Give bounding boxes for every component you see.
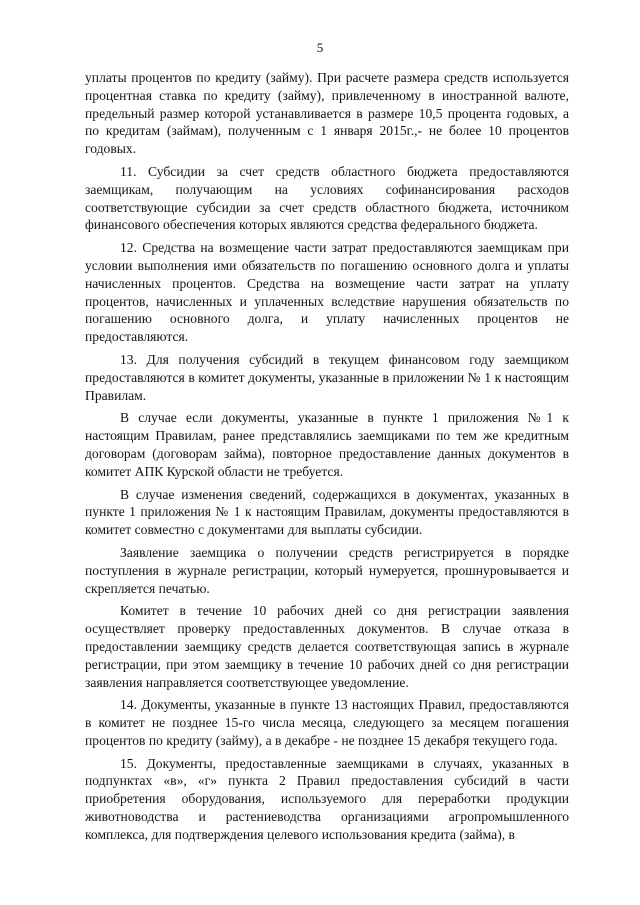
paragraph-15: 15. Документы, предоставленные заемщиками в случаях, указанных в подпунктах «в», «г» пункта 2 Правил предоставления субсидий в части приобретения оборудования, используемого для переработки продукции животноводства и растениеводства организациями агропромышленного комплекса, для подтверждения целевого использования кредита (займа), в bbox=[85, 755, 569, 842]
paragraph-13-registration: Заявление заемщика о получении средств регистрируется в порядке поступления в журнале регистрации, который нумеруется, прошнуровывается и скрепляется печатью. bbox=[85, 544, 569, 596]
paragraph-13: 13. Для получения субсидий в текущем финансовом году заемщиком предоставляются в комитет документы, указанные в приложении № 1 к настоящим Правилам. bbox=[85, 351, 569, 403]
paragraph-continuation: уплаты процентов по кредиту (займу). При расчете размера средств используется процентная ставка по кредиту (займу), привлеченному в иностранной валюте, предельный размер которой устанавливается в размере 10,5 процента годовых, а по кредитам (займам), полученным с 1 января 2015г.,- не более 10 процентов годовых. bbox=[85, 70, 569, 157]
paragraph-13-changes: В случае изменения сведений, содержащихся в документах, указанных в пункте 1 приложения № 1 к настоящим Правилам, документы предоставляются в комитет совместно с документами для выплаты субсидии. bbox=[85, 486, 569, 538]
paragraph-13-review: Комитет в течение 10 рабочих дней со дня регистрации заявления осуществляет проверку предоставленных документов. В случае отказа в предоставлении заемщику средств делается соответствующая запись в журнале регистрации, при этом заемщику в течение 10 рабочих дней со дня регистрации заявления направляется соответствующее уведомление. bbox=[85, 603, 569, 690]
paragraph-14: 14. Документы, указанные в пункте 13 настоящих Правил, предоставляются в комитет не позднее 15-го числа месяца, следующего за месяцем погашения процентов по кредиту (займу), а в декабре - не позднее 15 декабря текущего года. bbox=[85, 697, 569, 748]
page-number: 5 bbox=[316, 40, 324, 55]
paragraph-13-repeat-docs: В случае если документы, указанные в пункте 1 приложения №1 к настоящим Правилам, ранее представлялись заемщиками по тем же кредитным договорам (договорам займа), повторное предоставление данных документов в комитет АПК Курской области не требуется. bbox=[85, 410, 569, 479]
paragraph-11: 11. Субсидии за счет средств областного бюджета предоставляются заемщикам, получающим на условиях софинансирования расходов соответствующие субсидии за счет средств областного бюджета, источником финансового обеспечения которых являются средства федерального бюджета. bbox=[85, 163, 569, 233]
document-body bbox=[85, 69, 569, 849]
paragraph-12: 12. Средства на возмещение части затрат предоставляются заемщикам при условии выполнения ими обязательств по погашению основного долга и уплаты начисленных процентов. Средства на возмещение части затрат на уплату процентов, начисленных и уплаченных вследствие нарушения обязательств по погашению основного долга, и уплату начисленных процентов не предоставляются. bbox=[85, 240, 569, 345]
